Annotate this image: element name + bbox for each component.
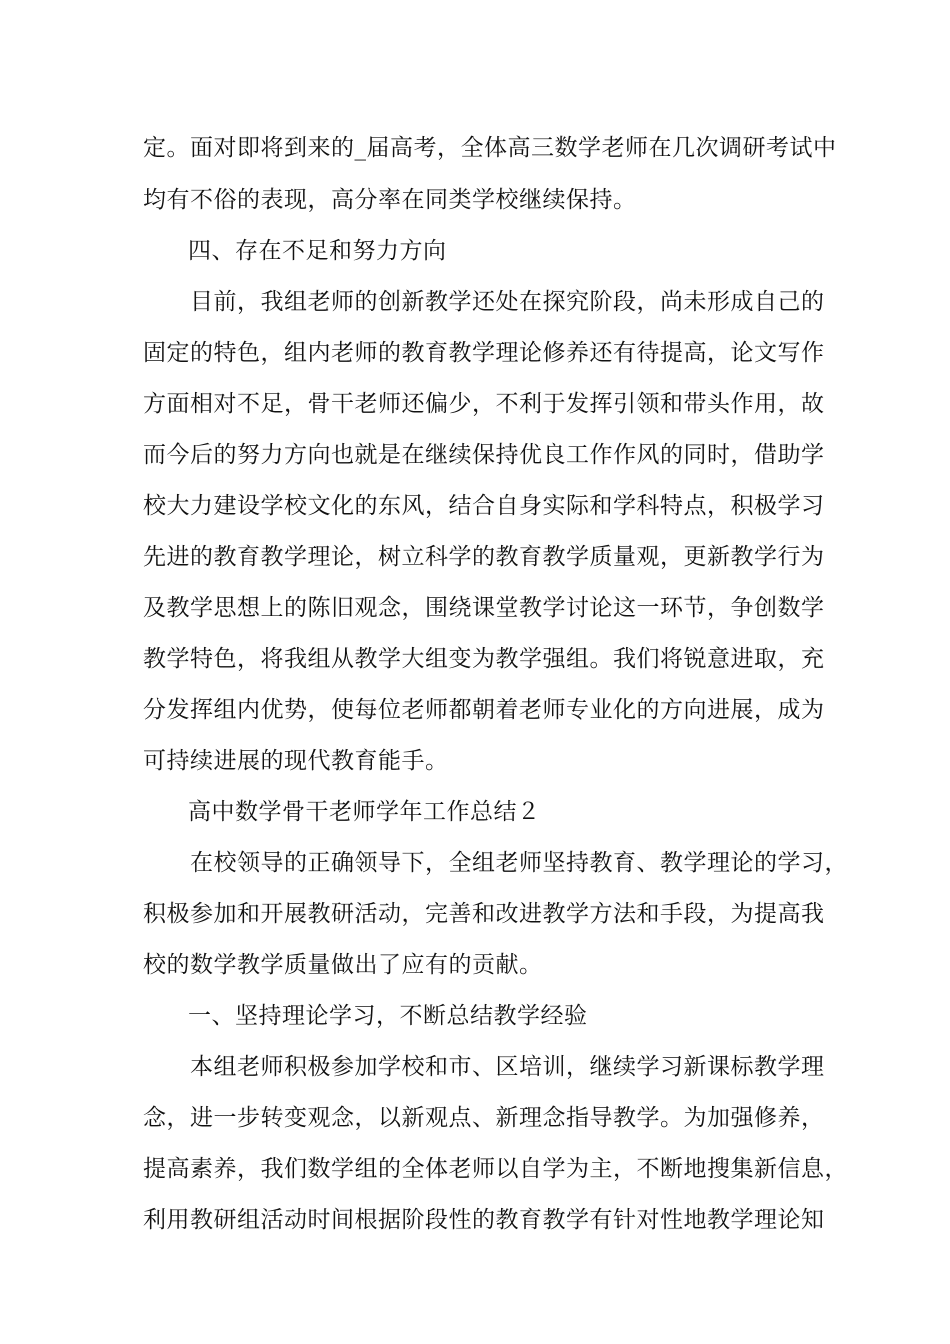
section-heading: 四、存在不足和努力方向 [188, 238, 447, 264]
paragraph-line: 积极参加和开展教研活动，完善和改进教学方法和手段，为提高我 [143, 901, 825, 927]
paragraph-line: 在校领导的正确领导下，全组老师坚持教育、教学理论的学习， [190, 850, 848, 876]
document-title: 高中数学骨干老师学年工作总结２ [188, 799, 541, 825]
paragraph-line: 先进的教育教学理论，树立科学的教育教学质量观，更新教学行为 [143, 544, 825, 570]
paragraph-line: 提高素养，我们数学组的全体老师以自学为主，不断地搜集新信息， [143, 1156, 848, 1182]
paragraph-line: 校的数学教学质量做出了应有的贡献。 [143, 952, 543, 978]
paragraph-line: 念，进一步转变观念，以新观点、新理念指导教学。为加强修养， [143, 1105, 825, 1131]
paragraph-line: 可持续进展的现代教育能手。 [143, 748, 449, 774]
paragraph-line: 固定的特色，组内老师的教育教学理论修养还有待提高，论文写作 [143, 340, 825, 366]
paragraph-line: 方面相对不足，骨干老师还偏少，不利于发挥引领和带头作用，故 [143, 391, 825, 417]
paragraph-line: 及教学思想上的陈旧观念，围绕课堂教学讨论这一环节，争创数学 [143, 595, 825, 621]
paragraph-line: 本组老师积极参加学校和市、区培训，继续学习新课标教学理 [190, 1054, 825, 1080]
paragraph-line: 均有不俗的表现，高分率在同类学校继续保持。 [143, 187, 637, 213]
paragraph-line: 利用教研组活动时间根据阶段性的教育教学有针对性地教学理论知 [143, 1207, 825, 1233]
paragraph-line: 分发挥组内优势，使每位老师都朝着老师专业化的方向进展，成为 [143, 697, 825, 723]
paragraph-line: 校大力建设学校文化的东风，结合自身实际和学科特点，积极学习 [143, 493, 825, 519]
paragraph-line: 定。面对即将到来的_届高考，全体高三数学老师在几次调研考试中 [143, 135, 837, 161]
paragraph-line: 而今后的努力方向也就是在继续保持优良工作作风的同时，借助学 [143, 442, 825, 468]
paragraph-line: 教学特色，将我组从教学大组变为教学强组。我们将锐意进取，充 [143, 646, 825, 672]
section-heading: 一、坚持理论学习，不断总结教学经验 [188, 1003, 588, 1029]
paragraph-line: 目前，我组老师的创新教学还处在探究阶段，尚未形成自己的 [190, 289, 825, 315]
